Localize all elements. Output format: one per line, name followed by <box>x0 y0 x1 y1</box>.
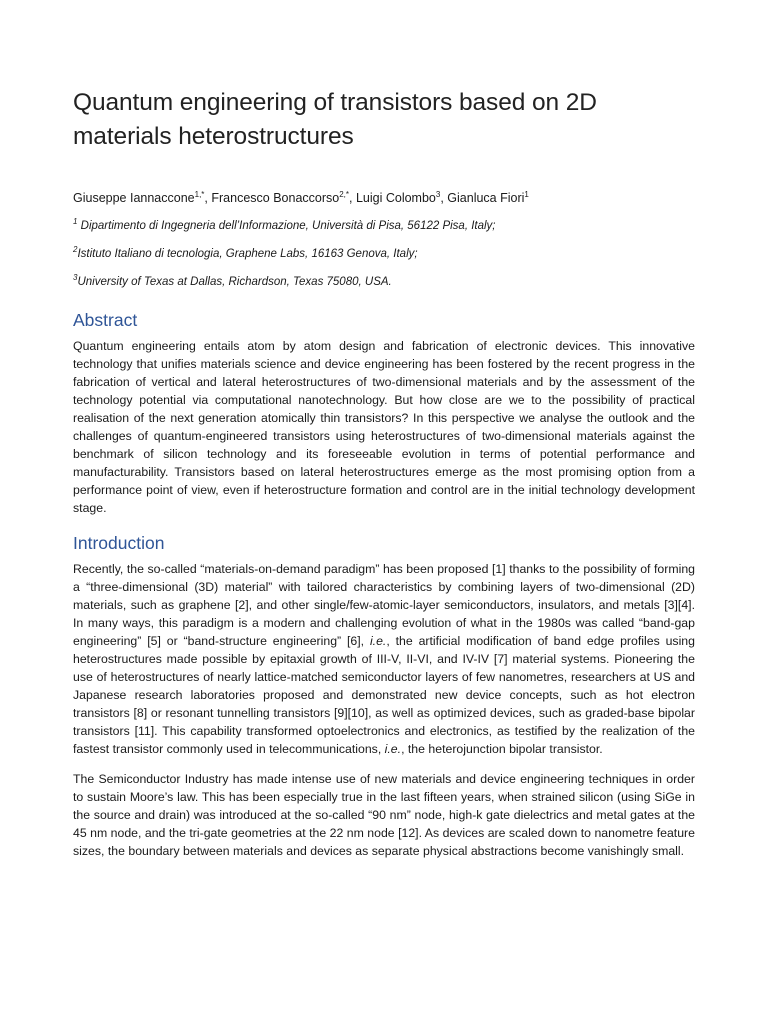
affiliation-mark: 1 <box>73 217 78 227</box>
introduction-heading: Introduction <box>73 533 165 553</box>
paragraph-text: Recently, the so-called “materials-on-demand paradigm” has been proposed [1] thanks to the possibility of forming a “three-dimensional (3D) material” with tailored characteristics by combining layers of two-dimensional (2D) materials, such as graphene [2], and other single/few-atomic-layer semiconductors, insulators, and metals [3][4]. In many ways, this paradigm is a modern and challenging evolution of what in the 1980s was called “band-gap engineering” [5] or “band-structure engineering” [6], <box>73 562 695 648</box>
paragraph-text: , the heterojunction bipolar transistor. <box>401 742 603 756</box>
affiliation-2 <box>73 246 695 262</box>
affiliation-text: University of Texas at Dallas, Richardson, Texas 75080, USA. <box>77 276 392 288</box>
ie-abbreviation: i.e. <box>384 742 402 756</box>
affiliation-1 <box>73 218 695 234</box>
ie-abbreviation: i.e. <box>369 634 387 648</box>
affiliation-mark: 2 <box>73 245 78 255</box>
author-affiliation-mark: 1,* <box>194 189 205 199</box>
author-affiliation-mark: 1 <box>524 189 529 199</box>
author-separator: , <box>204 191 212 205</box>
introduction-paragraph-2: The Semiconductor Industry has made intense use of new materials and device engineering techniques in order to sustain Moore’s law. This has been especially true in the last fifteen years, when strained silicon (using SiGe in the source and drain) was introduced at the so-called “90 nm” node, high-k gate dielectrics and metal gates at the 45 nm node, and the tri-gate geometries at the 22 nm node [12]. As devices are scaled down to nanometre feature sizes, the boundary between materials and devices as separate physical abstractions become vanishingly small. <box>73 772 695 858</box>
author-separator: , <box>440 191 448 205</box>
abstract-text: Quantum engineering entails atom by atom design and fabrication of electronic devices. This innovative technology that unifies materials science and device engineering has been fostered by the recent progress in the fabrication of vertical and lateral heterostructures of two-dimensional materials and by the assessment of the technology potential via computational nanotechnology. But how close are we to the possibility of practical realisation of the next generation atomically thin transistors? In this perspective we analyse the outlook and the challenges of quantum-engineered transistors using heterostructures of two-dimensional materials against the benchmark of silicon technology and its foreseeable evolution in terms of potential performance and manufacturability. Transistors based on lateral heterostructures emerge as the most promising option from a performance point of view, even if heterostructure formation and control are in the initial technology development stage. <box>73 339 695 515</box>
paper-page <box>73 86 695 860</box>
affiliation-3 <box>73 274 695 290</box>
affiliation-mark: 3 <box>73 273 78 283</box>
author-name: Gianluca Fiori <box>447 191 525 205</box>
author-name: Giuseppe Iannaccone <box>73 191 195 205</box>
author-affiliation-mark: 2,* <box>339 189 350 199</box>
paragraph-text: , the artificial modification of band edge profiles using heterostructures made possible by epitaxial growth of III-V, II-VI, and IV-IV [7] material systems. Pioneering the use of heterostructures of nearly lattice-matched semiconductor layers of few nanometres, researchers at US and Japanese research laboratories proposed and demonstrated new device concepts, such as hot electron transistors [8] or resonant tunnelling transistors [9][10], as well as optimized devices, such as graded-base bipolar transistors [11]. This capability transformed optoelectronics and electronics, as testified by the realization of the fastest transistor commonly used in telecommunications, <box>73 634 695 756</box>
affiliation-text: Dipartimento di Ingegneria dell’Informazione, Università di Pisa, 56122 Pisa, Italy; <box>77 220 496 232</box>
author-name: Francesco Bonaccorso <box>211 191 340 205</box>
author-separator: , <box>349 191 356 205</box>
affiliation-text: Istituto Italiano di tecnologia, Graphene Labs, 16163 Genova, Italy; <box>77 248 418 260</box>
author-affiliation-mark: 3 <box>435 189 441 199</box>
abstract-heading: Abstract <box>73 310 138 330</box>
author-name: Luigi Colombo <box>355 191 436 205</box>
paper-title: Quantum engineering of transistors based on 2D materials heterostructures <box>73 89 597 150</box>
author-list <box>73 190 695 206</box>
introduction-paragraph-1 <box>73 560 695 758</box>
